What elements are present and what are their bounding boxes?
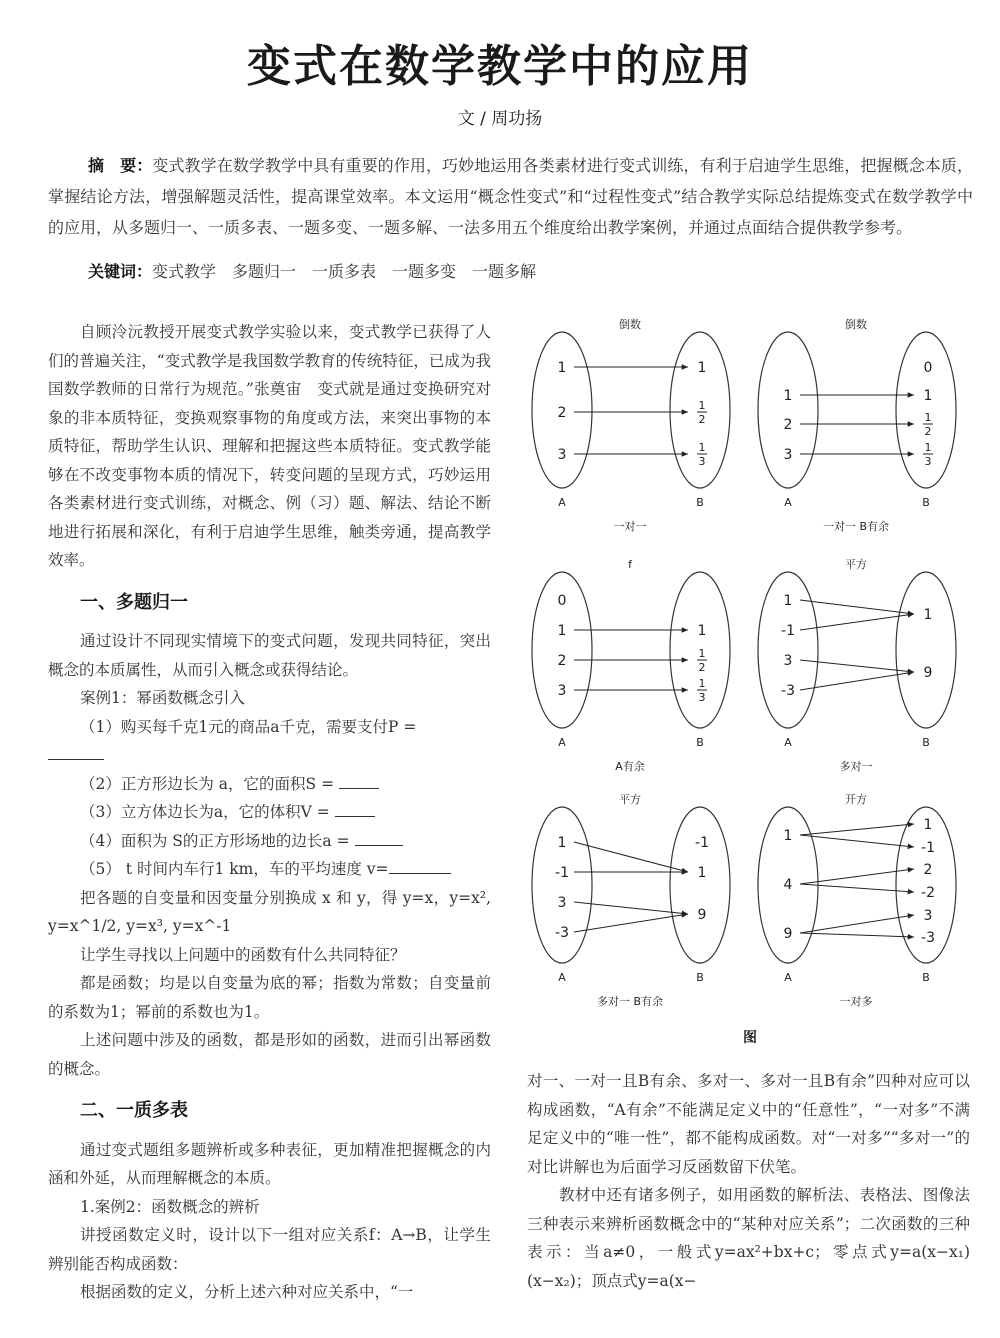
codomain-element: 1	[697, 360, 707, 376]
mapping-diagram	[758, 792, 956, 1008]
codomain-element-denominator: 3	[924, 455, 932, 468]
abstract-label: 摘 要：	[88, 156, 153, 175]
codomain-element: -3	[921, 930, 935, 946]
domain-element: 4	[783, 877, 793, 893]
article-title: 变式在数学教学中的应用	[247, 41, 753, 92]
section-2-title: 二、一质多表	[80, 1100, 188, 1121]
domain-element: -1	[555, 865, 569, 881]
question-5	[48, 855, 491, 884]
codomain-element-denominator: 3	[698, 455, 706, 468]
domain-element: 0	[557, 593, 567, 609]
diagram-top-label: 平方	[845, 558, 867, 571]
codomain-element: 3	[923, 908, 933, 924]
case-2-analysis: 根据函数的定义，分析上述六种对应关系中，“一	[80, 1283, 414, 1301]
domain-element: 3	[557, 895, 567, 911]
answer-blank	[389, 856, 451, 874]
question-4	[48, 827, 491, 856]
domain-element: -3	[555, 925, 569, 941]
question-prompt: 让学生寻找以上问题中的函数有什么共同特征？	[80, 945, 406, 964]
mapping-diagrams	[532, 317, 956, 1008]
question-1-text: （1）购买每千克1元的商品a千克，需要支付P =	[80, 717, 417, 736]
question-5-text: （5） t 时间内车行1 km，车的平均速度 v=	[80, 860, 389, 878]
diagram-bottom-label: 一对一 B有余	[822, 520, 890, 533]
section-1-paragraph: 通过设计不同现实情境下的变式问题，发现共同特征，突出概念的本质属性，从而引入概念或获得结论。	[48, 632, 491, 679]
set-b-ellipse	[896, 572, 956, 728]
domain-element: 3	[783, 447, 793, 463]
right-column	[527, 1067, 970, 1295]
case-2-paragraph: 讲授函数定义时，设计以下一组对应关系f：A→B，让学生辨别能否构成函数：	[48, 1226, 491, 1273]
set-a-label: A	[558, 971, 566, 984]
mapping-arrow	[800, 933, 914, 937]
codomain-element-numerator: 1	[924, 411, 932, 424]
author-line: 文 / 周功扬	[457, 109, 543, 129]
domain-element: 9	[783, 926, 793, 942]
set-a-label: A	[558, 736, 566, 749]
question-1-blank-line	[48, 741, 491, 770]
right-paragraph-1: 对一、一对一且B有余、多对一、多对一且B有余”四种对应可以构成函数，“A有余”不能满足定义中的“任意性”，“一对多”不满足定义中的“唯一性”，都不能构成函数。对“一对多”“多对一”的对比讲解也为后面学习反函数留下伏笔。	[527, 1072, 970, 1176]
diagram-bottom-label: 多对一	[839, 760, 873, 773]
set-b-ellipse	[670, 807, 730, 963]
codomain-element: 1	[923, 817, 933, 833]
codomain-element: 9	[697, 907, 707, 923]
question-2	[48, 770, 491, 799]
diagram-bottom-label: 一对一	[613, 520, 647, 533]
codomain-element-denominator: 2	[698, 413, 706, 426]
codomain-element: 1	[697, 865, 707, 881]
codomain-element: -1	[921, 840, 935, 856]
domain-element: 1	[783, 388, 793, 404]
answer-blank	[48, 742, 104, 760]
set-b-label: B	[922, 496, 930, 509]
codomain-element: -1	[695, 835, 709, 851]
codomain-element: 1	[697, 623, 707, 639]
section-1-title: 一、多题归一	[80, 591, 188, 613]
domain-element: -1	[781, 623, 795, 639]
abstract	[48, 150, 973, 243]
codomain-element-denominator: 2	[924, 425, 932, 438]
set-a-label: A	[558, 496, 566, 509]
mapping-diagram	[532, 317, 730, 533]
mapping-diagram	[532, 558, 730, 773]
set-b-label: B	[696, 971, 704, 984]
case-2-title: 1.案例2：函数概念的辨析	[80, 1197, 260, 1216]
codomain-element: 1	[923, 388, 933, 404]
replace-paragraph: 把各题的自变量和因变量分别换成 x 和 y，得 y=x，y=x², y=x^1/2, y=x³, y=x^-1	[48, 888, 491, 935]
codomain-element-numerator: 1	[698, 677, 706, 690]
domain-element: 3	[783, 653, 793, 669]
set-b-label: B	[922, 971, 930, 984]
mapping-arrow	[800, 884, 914, 892]
codomain-element: -2	[921, 885, 935, 901]
diagram-bottom-label: A有余	[615, 760, 645, 773]
codomain-element: 9	[923, 665, 933, 681]
question-2-text: （2）正方形边长为 a，它的面积S =	[80, 774, 339, 793]
domain-element: 2	[557, 405, 567, 421]
mapping-figure	[520, 312, 980, 1052]
codomain-element: 0	[923, 360, 933, 376]
set-a-label: A	[784, 971, 792, 984]
figure-caption: 图	[743, 1030, 757, 1046]
set-a-label: A	[784, 736, 792, 749]
codomain-element: 1	[923, 607, 933, 623]
domain-element: 1	[557, 360, 567, 376]
diagram-top-label: 开方	[845, 793, 867, 806]
mapping-arrow	[800, 835, 914, 847]
mapping-diagram	[532, 792, 730, 1008]
set-b-label: B	[922, 736, 930, 749]
section-2-paragraph: 通过变式题组多题辨析或多种表征，更加精准把握概念的内涵和外延，从而理解概念的本质。	[48, 1140, 491, 1187]
answer-blank	[335, 799, 375, 817]
codomain-element-numerator: 1	[924, 441, 932, 454]
codomain-element-denominator: 2	[698, 661, 706, 674]
diagram-top-label: 平方	[619, 793, 641, 806]
mapping-arrow	[800, 600, 914, 614]
diagram-bottom-label: 一对多	[839, 995, 873, 1008]
diagram-top-label: 倒数	[619, 318, 641, 331]
domain-element: 1	[783, 828, 793, 844]
mapping-diagram	[758, 557, 956, 773]
question-3-text: （3）立方体边长为a，它的体积V =	[80, 803, 335, 821]
left-column	[48, 318, 491, 1307]
question-4-text: （4）面积为 S的正方形场地的边长a =	[80, 831, 355, 850]
domain-element: 3	[557, 683, 567, 699]
diagram-top-label: 倒数	[845, 318, 867, 331]
diagram-top-label: f	[628, 558, 632, 571]
domain-element: 1	[783, 593, 793, 609]
codomain-element-numerator: 1	[698, 399, 706, 412]
conclusion-paragraph: 上述问题中涉及的函数，都是形如的函数，进而引出幂函数的概念。	[48, 1031, 491, 1078]
mapping-arrow	[800, 824, 914, 835]
set-a-ellipse	[758, 332, 818, 488]
domain-element: 3	[557, 447, 567, 463]
codomain-element-numerator: 1	[698, 441, 706, 454]
case-1-title: 案例1：幂函数概念引入	[80, 689, 245, 707]
question-3	[48, 798, 491, 827]
codomain-element-denominator: 3	[698, 691, 706, 704]
keywords-label: 关键词：	[88, 262, 153, 281]
answer-paragraph: 都是函数；均是以自变量为底的幂；指数为常数；自变量前的系数为1；幂前的系数也为1。	[48, 974, 491, 1021]
domain-element: 1	[557, 835, 567, 851]
diagram-bottom-label: 多对一 B有余	[596, 995, 664, 1008]
mapping-arrow	[574, 914, 688, 932]
abstract-text: 变式教学在数学教学中具有重要的作用，巧妙地运用各类素材进行变式训练，有利于启迪学生思维，把握概念本质，掌握结论方法，增强解题灵活性，提高课堂效率。本文运用“概念性变式”和“过程性变式”结合教学实际总结提炼变式在数学教学中的应用，从多题归一、一质多表、一题多变、一题多解、一法多用五个维度给出教学案例，并通过点面结合提供教学参考。	[48, 156, 973, 237]
domain-element: 2	[557, 653, 567, 669]
question-1	[48, 713, 491, 742]
codomain-element-numerator: 1	[698, 647, 706, 660]
mapping-diagram	[758, 317, 956, 533]
intro-paragraph: 自顾泠沅教授开展变式教学实验以来，变式教学已获得了人们的普遍关注，“变式教学是我国数学教育的传统特征，已成为我国数学教师的日常行为规范。”张奠宙 变式就是通过变换研究对象的非本质特征，变换观察事物的角度或方法，来突出事物的本质特征，帮助学生认识、理解和把握这些本质特征。变式教学能够在不改变事物本质的情况下，转变问题的呈现方式，巧妙运用各类素材进行变式训练，对概念、例（习）题、解法、结论不断地进行拓展和深化，有利于启迪学生思维，触类旁通，提高教学效率。	[48, 323, 491, 569]
mapping-arrow	[800, 915, 914, 933]
domain-element: 2	[783, 417, 793, 433]
domain-element: -3	[781, 683, 795, 699]
set-a-label: A	[784, 496, 792, 509]
codomain-element: 2	[923, 862, 933, 878]
domain-element: 1	[557, 623, 567, 639]
set-b-label: B	[696, 736, 704, 749]
set-b-label: B	[696, 496, 704, 509]
answer-blank	[339, 771, 379, 789]
answer-blank	[355, 828, 403, 846]
keywords-text: 变式教学 多题归一 一质多表 一题多变 一题多解	[152, 262, 537, 281]
keywords	[88, 259, 536, 282]
right-paragraph-2: 教材中还有诸多例子，如用函数的解析法、表格法、图像法三种表示来辨析函数概念中的“某种对应关系”；二次函数的三种表示：当a≠0，一般式y=ax²+bx+c；零点式y=a(x−x₁)(x−x₂)；顶点式y=a(x−	[527, 1186, 970, 1290]
